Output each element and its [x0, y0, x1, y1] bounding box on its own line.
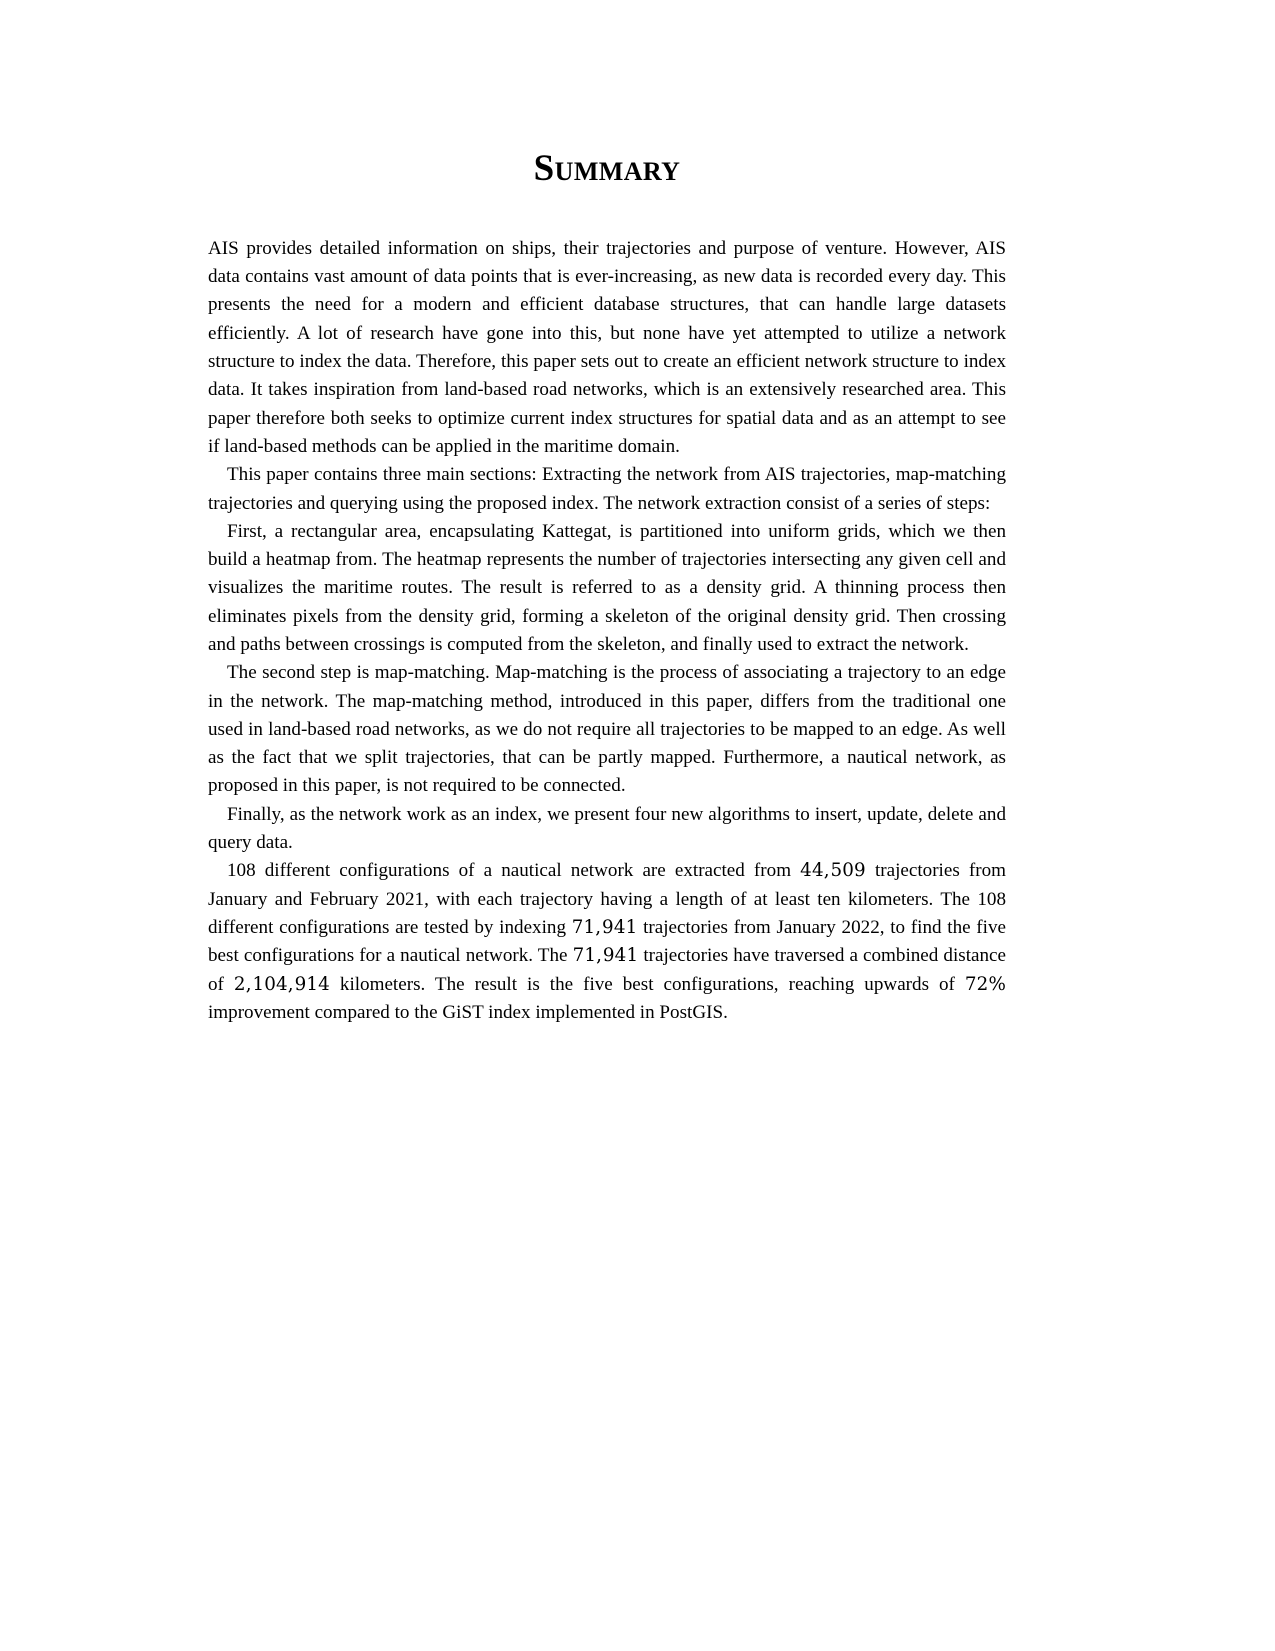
page-title: Summary	[533, 148, 681, 189]
paragraph-results: 108 different configurations of a nautical network are extracted from 44,509 trajectories from January and February 2021, with each trajectory having a length of at least ten kilometers. The 108 different configurations are tested by indexing 71,941 trajectories from January 2022, to find the five best configurations for a nautical network. The 71,941 trajectories have traversed a combined distance of 2,104,914 kilometers. The result is the five best configurations, reaching upwards of 72% improvement compared to the GiST index implemented in PostGIS.	[208, 860, 1006, 1023]
numeric-value: 44,509	[800, 860, 866, 882]
page-content	[208, 150, 1006, 1027]
paragraph-finally-algorithms: Finally, as the network work as an index, we present four new algorithms to insert, update, delete and query data.	[208, 803, 1006, 854]
paragraph-ais-intro: AIS provides detailed information on ships, their trajectories and purpose of venture. However, AIS data contains vast amount of data points that is ever-increasing, as new data is recorded every day. This presents the need for a modern and efficient database structures, that can handle large datasets efficiently. A lot of research have gone into this, but none have yet attempted to utilize a network structure to index the data. Therefore, this paper sets out to create an efficient network structure to index data. It takes inspiration from land-based road networks, which is an extensively researched area. This paper therefore both seeks to optimize current index structures for spatial data and as an attempt to see if land-based methods can be applied in the maritime domain.	[208, 237, 1006, 457]
numeric-value: 71,941	[572, 945, 639, 967]
numeric-value: 2,104,914	[233, 973, 330, 995]
numeric-value: 72%	[964, 973, 1006, 995]
numeric-value: 71,941	[571, 916, 638, 938]
paragraph-three-main-sections: This paper contains three main sections: Extracting the network from AIS trajectories, map-matching trajectories and querying using the proposed index. The network extraction consist of a series of steps:	[208, 464, 1006, 514]
paragraph-first-step-heatmap: First, a rectangular area, encapsulating Kattegat, is partitioned into uniform grids, which we then build a heatmap from. The heatmap represents the number of trajectories intersecting any given cell and visualizes the maritime routes. The result is referred to as a density grid. A thinning process then eliminates pixels from the density grid, forming a skeleton of the original density grid. Then crossing and paths between crossings is computed from the skeleton, and finally used to extract the network.	[208, 520, 1006, 655]
paragraph-second-step-map-matching: The second step is map-matching. Map-matching is the process of associating a trajectory to an edge in the network. The map-matching method, introduced in this paper, differs from the traditional one used in land-based road networks, as we do not require all trajectories to be mapped to an edge. As well as the fact that we split trajectories, that can be partly mapped. Furthermore, a nautical network, as proposed in this paper, is not required to be connected.	[208, 662, 1006, 797]
